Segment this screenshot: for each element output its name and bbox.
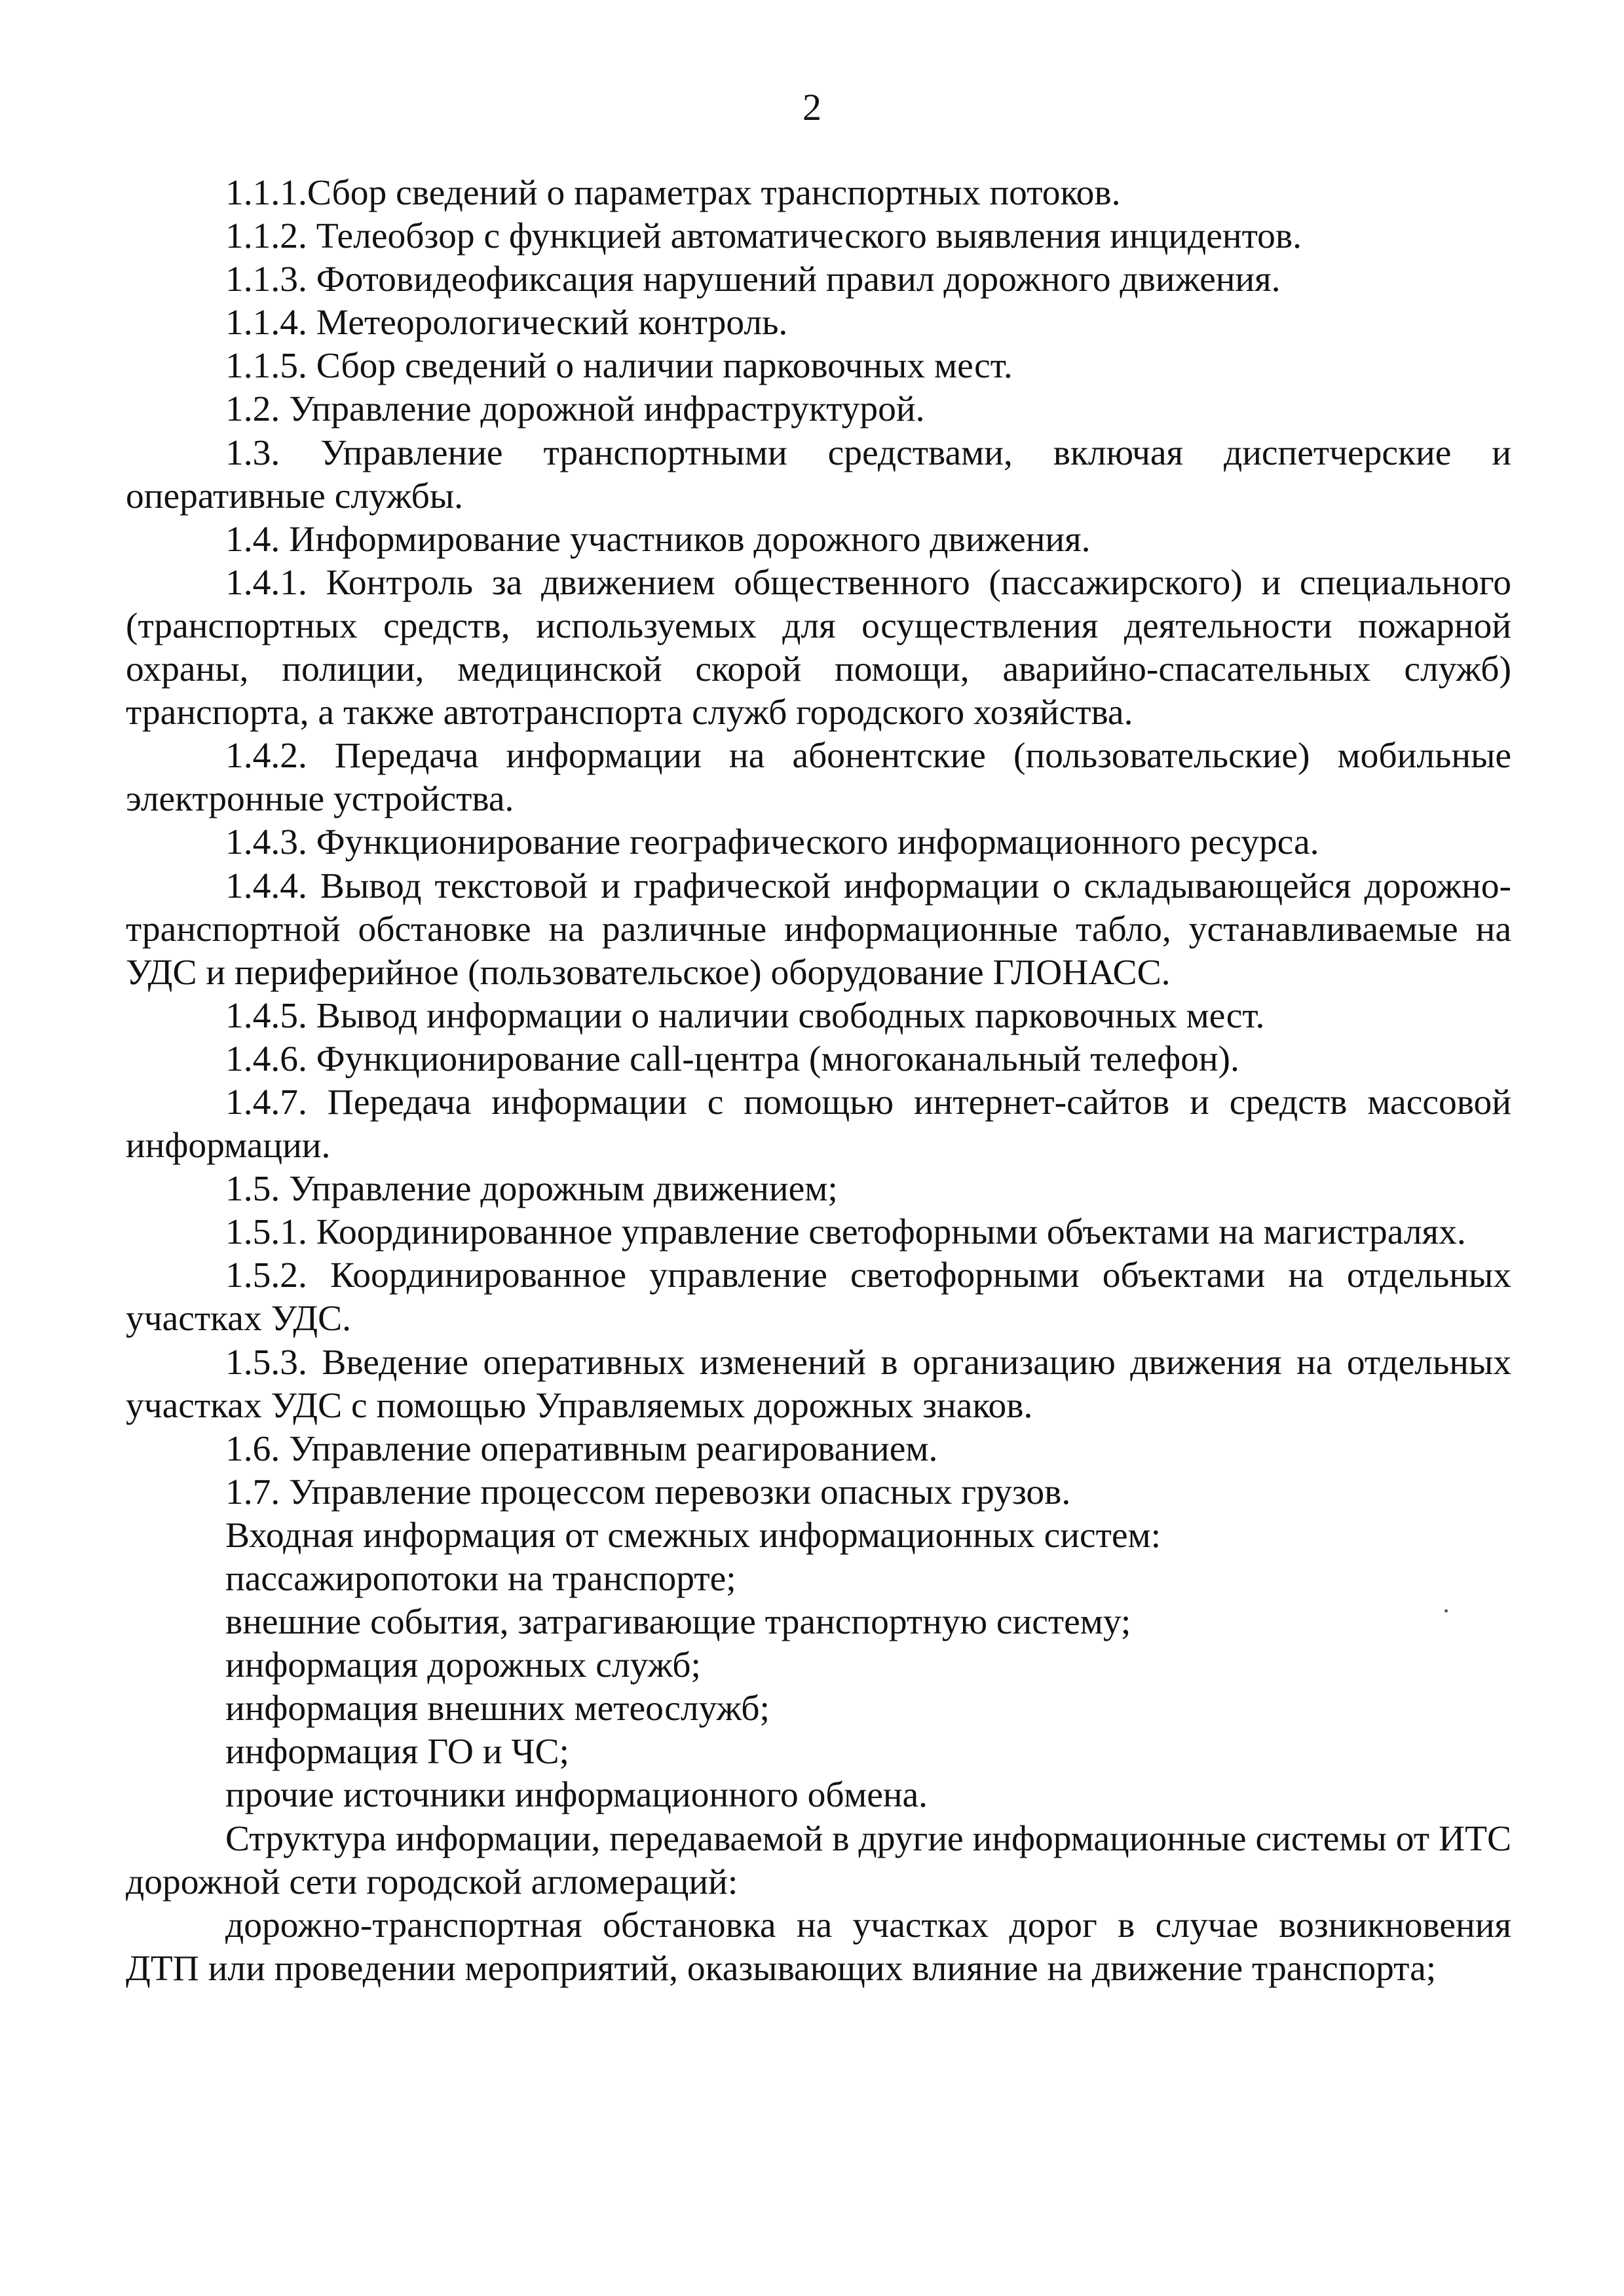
- output-info-heading: Структура информации, передаваемой в другие информационные системы от ИТС дорожной сети городской агломераций:: [126, 1818, 1511, 1902]
- page-number: 2: [803, 86, 821, 128]
- paragraph-1-4-6: 1.4.6. Функционирование call-центра (многоканальный телефон).: [225, 1039, 1239, 1079]
- paragraph-1-4-7: 1.4.7. Передача информации с помощью интернет-сайтов и средств массовой информации.: [126, 1082, 1511, 1166]
- document-body: [126, 172, 1511, 1991]
- paragraph-1-3: 1.3. Управление транспортными средствами, включая диспетчерские и оперативные службы.: [126, 432, 1511, 516]
- paragraph-1-2: 1.2. Управление дорожной инфраструктурой.: [225, 389, 925, 430]
- paragraph-1-5-3: 1.5.3. Введение оперативных изменений в организацию движения на отдельных участках УДС с помощью Управляемых дорожных знаков.: [126, 1342, 1511, 1426]
- output-info-item: дорожно-транспортная обстановка на участках дорог в случае возникновения ДТП или проведении мероприятий, оказывающих влияние на движение транспорта;: [126, 1905, 1511, 1989]
- input-info-item: пассажиропотоки на транспорте;: [225, 1559, 736, 1599]
- input-info-item: информация внешних метеослужб;: [225, 1689, 770, 1729]
- paragraph-1-5-2: 1.5.2. Координированное управление светофорными объектами на отдельных участках УДС.: [126, 1255, 1511, 1339]
- paragraph-1-7: 1.7. Управление процессом перевозки опасных грузов.: [225, 1472, 1071, 1512]
- paragraph-1-5-1: 1.5.1. Координированное управление светофорными объектами на магистралях.: [225, 1212, 1466, 1253]
- paragraph-1-4-2: 1.4.2. Передача информации на абонентские (пользовательские) мобильные электронные устройства.: [126, 736, 1511, 820]
- input-info-item: прочие источники информационного обмена.: [225, 1775, 928, 1816]
- input-info-item: информация дорожных служб;: [225, 1645, 701, 1686]
- paragraph-1-1-3: 1.1.3. Фотовидеофиксация нарушений правил дорожного движения.: [225, 259, 1281, 300]
- scan-speck: [1445, 1609, 1448, 1613]
- input-info-heading: Входная информация от смежных информационных систем:: [225, 1515, 1161, 1556]
- input-info-item: информация ГО и ЧС;: [225, 1732, 569, 1772]
- paragraph-1-1-1: 1.1.1.Сбор сведений о параметрах транспортных потоков.: [225, 173, 1121, 213]
- paragraph-1-1-4: 1.1.4. Метеорологический контроль.: [225, 303, 788, 343]
- input-info-item: внешние события, затрагивающие транспортную систему;: [225, 1602, 1131, 1643]
- paragraph-1-4-3: 1.4.3. Функционирование географического информационного ресурса.: [225, 822, 1319, 863]
- paragraph-1-1-5: 1.1.5. Сбор сведений о наличии парковочных мест.: [225, 346, 1013, 387]
- paragraph-1-1-2: 1.1.2. Телеобзор с функцией автоматического выявления инцидентов.: [225, 216, 1302, 257]
- paragraph-1-4-4: 1.4.4. Вывод текстовой и графической информации о складывающейся дорожно-транспортной обстановке на различные информационные табло, устанавливаемые на УДС и периферийное (пользовательское) оборудование ГЛОНАСС.: [126, 866, 1511, 993]
- paragraph-1-4: 1.4. Информирование участников дорожного движения.: [225, 519, 1091, 560]
- paragraph-1-5: 1.5. Управление дорожным движением;: [225, 1169, 838, 1210]
- paragraph-1-4-5: 1.4.5. Вывод информации о наличии свободных парковочных мест.: [225, 995, 1265, 1036]
- paragraph-1-6: 1.6. Управление оперативным реагированием.: [225, 1428, 938, 1469]
- paragraph-1-4-1: 1.4.1. Контроль за движением общественного (пассажирского) и специального (транспортных средств, используемых для осуществления деятельности пожарной охраны, полиции, медицинской скорой помощи, аварийно-спасательных служб) транспорта, а также автотранспорта служб городского хозяйства.: [126, 562, 1511, 733]
